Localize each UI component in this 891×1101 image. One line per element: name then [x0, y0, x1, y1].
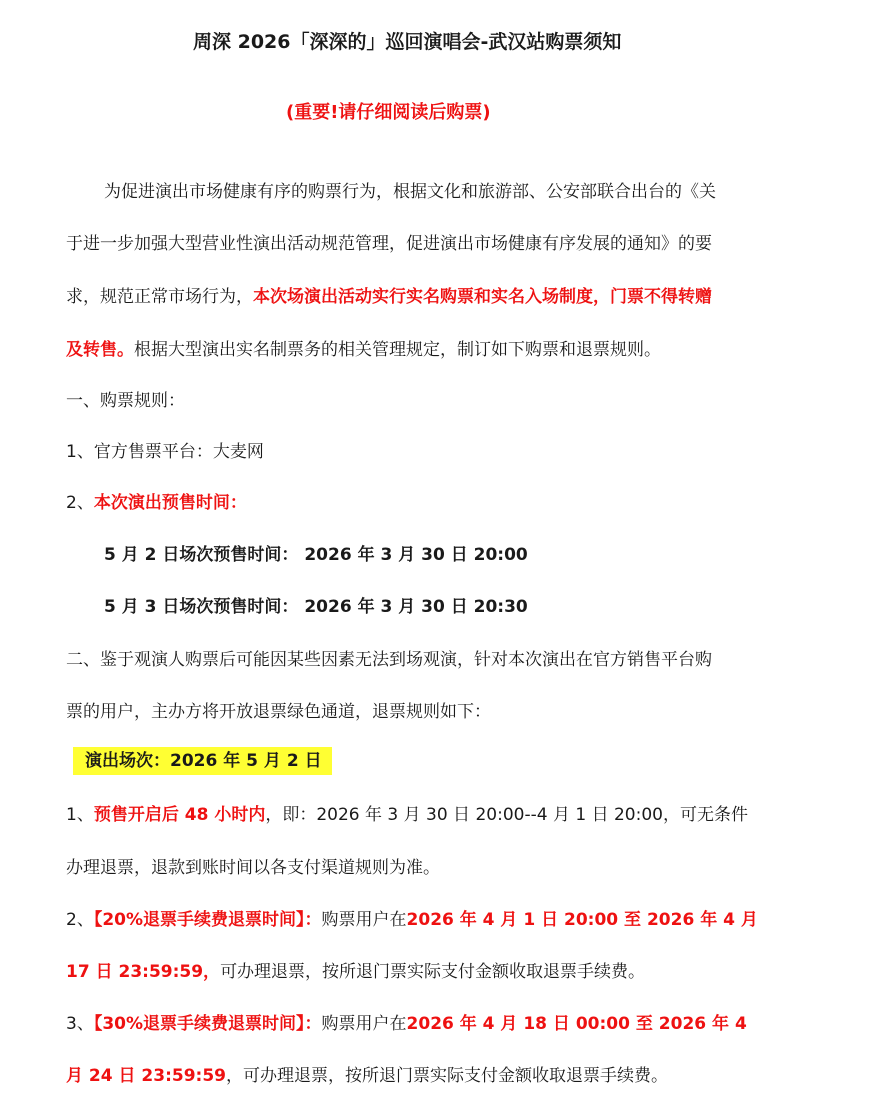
presale-item-number: 2、: [66, 493, 94, 513]
rule-1-highlight: 预售开启后 48 小时内: [93, 805, 266, 825]
rule-3-end-time: 月 24 日 23:59:59: [66, 1066, 226, 1086]
refund-rule-2: [66, 908, 758, 932]
no-resale-text: 及转售。: [66, 340, 134, 360]
rule-2-end-time: 17 日 23:59:59，: [66, 962, 221, 982]
important-notice: (重要!请仔细阅读后购票): [286, 102, 491, 123]
rule-2-text: 购票用户在: [321, 910, 407, 930]
refund-rule-1-line-2: 办理退票，退款到账时间以各支付渠道规则为准。: [66, 858, 440, 878]
rule-3-text: 购票用户在: [321, 1014, 407, 1034]
page-title: 周深 2026「深深的」巡回演唱会-武汉站购票须知: [193, 31, 622, 53]
session-date-label: 演出场次：2026 年 5 月 2 日: [73, 747, 332, 775]
intro-line-1: 为促进演出市场健康有序的购票行为，根据文化和旅游部、公安部联合出台的《关: [104, 182, 716, 202]
real-name-policy: 本次场演出活动实行实名购票和实名入场制度，门票不得转赠: [253, 287, 712, 307]
section-1-heading: 一、购票规则：: [66, 391, 185, 411]
rule-1-text: ，即：2026 年 3 月 30 日 20:00--4 月 1 日 20:00，可无条件: [265, 805, 748, 825]
refund-rule-2-line-2: [66, 960, 645, 984]
session-date-badge: [73, 749, 332, 773]
rule-2-tail: 可办理退票，按所退门票实际支付金额收取退票手续费。: [220, 962, 646, 982]
rule-1-number: 1、: [66, 805, 94, 825]
section-2-line-2: 票的用户，主办方将开放退票绿色通道，退票规则如下：: [66, 702, 491, 722]
rule-2-number: 2、: [66, 910, 94, 930]
intro-line-4-text: 根据大型演出实名制票务的相关管理规定，制订如下购票和退票规则。: [134, 340, 661, 360]
section-2-line-1: 二、鉴于观演人购票后可能因某些因素无法到场观演，针对本次演出在官方销售平台购: [66, 650, 712, 670]
rule-2-label: 【20%退票手续费退票时间】：: [93, 910, 322, 930]
intro-line-3-text: 求，规范正常市场行为，: [66, 287, 253, 307]
refund-rule-3: [66, 1012, 747, 1036]
rule-3-label: 【30%退票手续费退票时间】：: [93, 1014, 322, 1034]
intro-line-3: [66, 285, 712, 309]
refund-rule-3-line-2: [66, 1064, 668, 1088]
presale-time-may-2: 5 月 2 日场次预售时间： 2026 年 3 月 30 日 20:00: [104, 545, 528, 565]
presale-item: [66, 491, 247, 515]
refund-rule-1: [66, 803, 748, 827]
rule-3-number: 3、: [66, 1014, 94, 1034]
presale-time-may-3: 5 月 3 日场次预售时间： 2026 年 3 月 30 日 20:30: [104, 597, 528, 617]
rule-3-tail: ，可办理退票，按所退门票实际支付金额收取退票手续费。: [225, 1066, 668, 1086]
rule-2-time: 2026 年 4 月 1 日 20:00 至 2026 年 4 月: [406, 910, 758, 930]
intro-line-2: 于进一步加强大型营业性演出活动规范管理，促进演出市场健康有序发展的通知》的要: [66, 234, 712, 254]
rule-3-time: 2026 年 4 月 18 日 00:00 至 2026 年 4: [406, 1014, 747, 1034]
presale-item-label: 本次演出预售时间：: [93, 493, 247, 513]
platform-item: 1、官方售票平台：大麦网: [66, 442, 264, 462]
intro-line-4: [66, 338, 661, 362]
